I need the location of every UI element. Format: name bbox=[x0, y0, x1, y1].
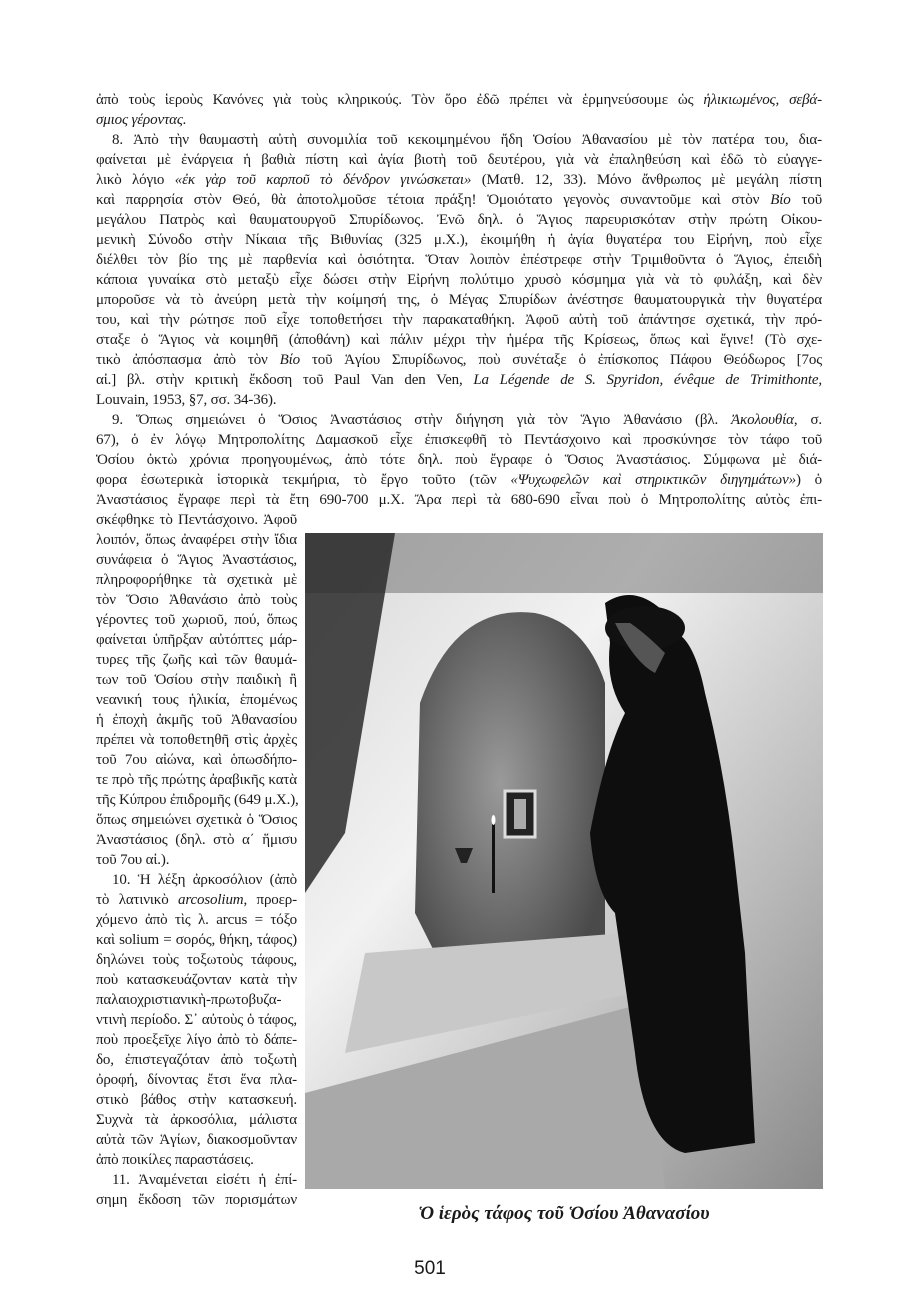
text-span: τοῦ 7ου αἰώνα, καὶ ὁπωσδήπο- bbox=[96, 752, 297, 768]
text-line bbox=[96, 750, 297, 770]
text-line bbox=[96, 510, 297, 530]
text-span: δηλώνει τοὺς τοξωτοὺς τάφους, bbox=[96, 952, 297, 968]
text-line bbox=[96, 290, 822, 310]
text-line bbox=[96, 670, 297, 690]
text-span: φαίνεται ὑπῆρξαν αὐτόπτες μάρ- bbox=[96, 632, 297, 648]
italic-text: ἡλικιωμένος, σεβά- bbox=[703, 92, 822, 108]
text-line bbox=[96, 610, 297, 630]
text-line bbox=[96, 710, 297, 730]
text-span: πρέπει νὰ τοποθετηθῆ στὶς ἀρχὲς bbox=[96, 732, 297, 748]
italic-text: Βίο bbox=[279, 352, 300, 368]
text-span: ἡ ἐποχὴ ἀκμῆς τοῦ Ἀθανασίου bbox=[96, 712, 297, 728]
text-span: 10. Ἡ λέξη ἀρκοσόλιον (ἀπὸ bbox=[112, 872, 297, 888]
text-line bbox=[96, 1170, 297, 1190]
text-span: χόμενο ἀπὸ τὶς λ. arcus = τόξο bbox=[96, 912, 297, 928]
text-line bbox=[96, 470, 822, 490]
text-line bbox=[96, 130, 822, 150]
text-line bbox=[96, 350, 822, 370]
text-span: ποὺ κατασκευάζονταν κατὰ τὴν bbox=[96, 972, 297, 988]
text-line bbox=[96, 430, 822, 450]
text-line bbox=[96, 1030, 297, 1050]
italic-text: «ἐκ γὰρ τοῦ καρποῦ τὸ δένδρον γινώσκεται» bbox=[174, 172, 472, 188]
text-span: λικὸ λόγιο bbox=[96, 172, 175, 188]
text-span: τυρες τῆς ζωῆς καὶ τῶν θαυμά- bbox=[96, 652, 297, 668]
text-span: ὅπως σημειώνει σχετικὰ ὁ Ὅσιος bbox=[96, 812, 297, 828]
text-line bbox=[96, 370, 822, 390]
text-line bbox=[96, 1190, 297, 1210]
italic-text: La Légende de S. Spyridon, évêque de Trimithonte, bbox=[473, 372, 822, 388]
text-span: αἰ.] βλ. στὴν κριτικὴ ἔκδοση τοῦ Paul Van den Ven, bbox=[96, 372, 474, 388]
text-line bbox=[96, 1110, 297, 1130]
text-span: ποὺ προεξεῖχε λίγο ἀπὸ τὸ δάπε- bbox=[96, 1032, 297, 1048]
text-line bbox=[96, 270, 822, 290]
text-span: αὐτὰ τῶν Ἁγίων, διακοσμοῦνταν bbox=[96, 1132, 297, 1148]
text-span: μενικὴ Σύνοδο στὴν Νίκαια τῆς Βιθυνίας (325 μ.Χ.), ἐκοιμήθη ἡ ἁγία θυγατέρα του Εἰρήνη, ποὺ εἶχε bbox=[96, 232, 822, 248]
text-span: τοῦ bbox=[790, 192, 823, 208]
text-span: ὀροφή, δίνοντας ἔτσι ἕνα πλα- bbox=[96, 1072, 297, 1088]
text-line bbox=[96, 1150, 297, 1170]
text-span: καὶ παρρησία στὸν Θεό, θὰ ἀποτολμοῦσε τέτοια πράξη! Ὁμοιότατο γεγονὸς συναντοῦμε καὶ στὸν bbox=[96, 192, 771, 208]
text-span: ἀπὸ ποικίλες παραστάσεις. bbox=[96, 1152, 254, 1168]
text-line bbox=[96, 1050, 297, 1070]
text-span: , σ. bbox=[793, 412, 822, 428]
text-span: ντινὴ περίοδο. Σ᾽ αὐτοὺς ὁ τάφος, bbox=[96, 1012, 297, 1028]
text-span: ἀπὸ τοὺς ἱεροὺς Κανόνες γιὰ τοὺς κληρικούς. Τὸν ὅρο ἐδῶ πρέπει νὰ ἑρμηνεύσουμε ὡς bbox=[96, 92, 704, 108]
text-span: λοιπόν, ὅπως ἀναφέρει στὴν ἴδια bbox=[96, 532, 297, 548]
photo-tomb-of-saint-athanasios bbox=[305, 533, 823, 1189]
text-span: καὶ solium = σορός, θήκη, τάφος) bbox=[96, 932, 297, 948]
text-span: 11. Ἀναμένεται εἰσέτι ἡ ἐπί- bbox=[112, 1172, 297, 1188]
text-span: τὸ λατινικὸ bbox=[96, 892, 179, 908]
text-line bbox=[96, 110, 822, 130]
text-line bbox=[96, 830, 297, 850]
footnotes-full-width bbox=[96, 90, 822, 510]
text-span: φαίνεται μὲ ἐνάργεια ἡ βαθιὰ πίστη καὶ ἁγία βιοτὴ τοῦ δευτέρου, γιὰ νὰ ἐπαληθεύση καὶ ἐδῶ τὸ εὐαγγε- bbox=[96, 152, 822, 168]
text-span: γέροντες τοῦ χωριοῦ, πού, ὅπως bbox=[96, 612, 297, 628]
text-line bbox=[96, 650, 297, 670]
text-line bbox=[96, 730, 297, 750]
text-span: σκέφθηκε τὸ Πεντάσχοινο. Ἀφοῦ bbox=[96, 512, 297, 528]
text-line bbox=[96, 810, 297, 830]
text-span: τοῦ 7ου αἰ.). bbox=[96, 852, 170, 868]
text-span: 8. Ἀπὸ τὴν θαυμαστὴ αὐτὴ συνομιλία τοῦ κεκοιμημένου ἤδη Ὁσίου Ἀθανασίου μὲ τὸν πατέρα του, δια- bbox=[112, 132, 822, 148]
text-line bbox=[96, 950, 297, 970]
text-line bbox=[96, 230, 822, 250]
text-span: νεανική τους ἡλικία, ἑπομένως bbox=[96, 692, 297, 708]
text-line bbox=[96, 530, 297, 550]
text-span: τῆς Κύπρου ἐπιδρομῆς (649 μ.Χ.), bbox=[96, 792, 299, 808]
text-span: φορα ἐσωτερικὰ ἱστορικὰ τεκμήρια, τὸ ἔργο τοῦτο (τῶν bbox=[96, 472, 511, 488]
text-line bbox=[96, 250, 822, 270]
text-line bbox=[96, 410, 822, 430]
text-span: πληροφορήθηκε τὰ σχετικὰ μὲ bbox=[96, 572, 297, 588]
italic-text: Ἀκολουθία bbox=[731, 412, 794, 428]
text-span: , προερ- bbox=[243, 892, 297, 908]
text-line bbox=[96, 450, 822, 470]
text-span: Ὁσίου ὀκτὼ χρόνια προηγουμένως, ἀπὸ τότε δηλ. ποὺ ἔγραφε ὁ Ὅσιος Ἀναστάσιος. Σύμφωνα μὲ διά- bbox=[96, 452, 822, 468]
text-line bbox=[96, 170, 822, 190]
text-line bbox=[96, 1130, 297, 1150]
text-line bbox=[96, 930, 297, 950]
text-line bbox=[96, 330, 822, 350]
text-line bbox=[96, 1090, 297, 1110]
text-span: στικὸ βάθος στὴν κατασκευή. bbox=[96, 1092, 297, 1108]
text-line bbox=[96, 890, 297, 910]
text-line bbox=[96, 150, 822, 170]
text-span: 67), ὁ ἐν λόγῳ Μητροπολίτης Δαμασκοῦ εἶχε ἐπισκεφθῆ τὸ Πεντάσχοινο καὶ προσκύνησε τὸν τάφο τοῦ bbox=[96, 432, 822, 448]
text-line bbox=[96, 910, 297, 930]
text-span: Ἀναστάσιος (δηλ. στὸ α΄ ἥμισυ bbox=[96, 832, 297, 848]
text-span: 9. Ὅπως σημειώνει ὁ Ὅσιος Ἀναστάσιος στὴν διήγηση γιὰ τὸν Ἅγιο Ἀθανάσιο (βλ. bbox=[112, 412, 732, 428]
text-span: ) ὁ bbox=[795, 472, 823, 488]
text-line bbox=[96, 770, 297, 790]
text-span: Louvain, 1953, §7, σσ. 34-36). bbox=[96, 392, 277, 408]
text-span: τε πρὸ τῆς πρώτης ἀραβικῆς κατὰ bbox=[96, 772, 297, 788]
text-line bbox=[96, 1070, 297, 1090]
text-span: τικὸ ἀπόσπασμα ἀπὸ τὸν bbox=[96, 352, 280, 368]
text-line bbox=[96, 630, 297, 650]
text-line bbox=[96, 570, 297, 590]
text-span: παλαιοχριστιανικὴ-πρωτοβυζα- bbox=[96, 992, 282, 1008]
text-span: διέλθει τὸν βίο της μὲ παρθενία καὶ ὁσιότητα. Ὅταν λοιπὸν ἐπέστρεφε στὴν Τριμιθοῦντα ὁ Ἅγιος, ἐπειδὴ bbox=[96, 252, 822, 268]
text-span: δο, ἐπιστεγαζόταν ἀπὸ τοξωτὴ bbox=[96, 1052, 297, 1068]
text-line bbox=[96, 550, 297, 570]
text-span: Ἀναστάσιος ἔγραφε περὶ τὰ ἔτη 690-700 μ.Χ. Ἄρα περὶ τὰ 680-690 εἶναι ποὺ ὁ Μητροπολίτης αὐτὸς ἐπι- bbox=[96, 492, 822, 508]
text-span: Συχνὰ τὰ ἀρκοσόλια, μάλιστα bbox=[96, 1112, 297, 1128]
italic-text: Βίο bbox=[770, 192, 791, 208]
text-line bbox=[96, 1010, 297, 1030]
text-line bbox=[96, 310, 822, 330]
text-span: τοῦ Ἁγίου Σπυρίδωνος, ποὺ συνέταξε ὁ ἐπίσκοπος Πάφου Θεόδωρος [7ος bbox=[299, 352, 822, 368]
text-line bbox=[96, 90, 822, 110]
text-line bbox=[96, 790, 297, 810]
text-line bbox=[96, 850, 297, 870]
text-line bbox=[96, 690, 297, 710]
text-span: μποροῦσε νὰ τὸ ἀνεύρη μετὰ τὴν κοίμησή της, ὁ Μέγας Σπυρίδων ἀνέστησε θαυματουργικὰ τὴν θυγατέρα bbox=[96, 292, 822, 308]
text-line bbox=[96, 210, 822, 230]
text-span: μεγάλου Πατρὸς καὶ θαυματουργοῦ Σπυρίδωνος. Ἐνῶ δηλ. ὁ Ἅγιος παρευρισκόταν στὴν πρώτη Οἰκου- bbox=[96, 212, 822, 228]
text-span: (Ματθ. 12, 33). Μόνο ἄνθρωπος μὲ μεγάλη πίστη bbox=[471, 172, 822, 188]
text-line bbox=[96, 970, 297, 990]
text-line bbox=[96, 490, 822, 510]
text-line bbox=[96, 990, 297, 1010]
text-span: συνάφεια ὁ Ἅγιος Ἀναστάσιος, bbox=[96, 552, 297, 568]
text-span: τὸν Ὅσιο Ἀθανάσιο ἀπὸ τοὺς bbox=[96, 592, 297, 608]
italic-text: «Ψυχωφελῶν καὶ στηρικτικῶν διηγημάτων» bbox=[510, 472, 796, 488]
text-line bbox=[96, 590, 297, 610]
text-span: των τοῦ Ὁσίου στὴν παιδικὴ ἢ bbox=[96, 672, 297, 688]
italic-text: arcosolium bbox=[178, 892, 244, 908]
text-span: σταξε ὁ Ἅγιος νὰ κοιμηθῆ (ἀποθάνη) καὶ πάλιν μέχρι τὴν ἡμέρα τῆς Κρίσεως, ὅπως καὶ ἔγινε! (Τὸ σχε- bbox=[96, 332, 822, 348]
footnotes-left-column bbox=[96, 510, 297, 1210]
text-line bbox=[96, 390, 822, 410]
page-number: 501 bbox=[414, 1258, 446, 1279]
italic-text: σμιος γέροντας. bbox=[96, 112, 187, 128]
text-span: του, καὶ τὴν ρώτησε ποῦ εἶχε τοποθετήσει τὴν παρακαταθήκη. Ἀφοῦ αὐτὴ τοῦ ἀπάντησε σχετικά, τὴν πρό- bbox=[96, 312, 822, 328]
text-line bbox=[96, 870, 297, 890]
figure-caption: Ὁ ἱερὸς τάφος τοῦ Ὁσίου Ἀθανασίου bbox=[418, 1203, 710, 1224]
text-span: κάποια γυναίκα στὸ μεταξὺ εἶχε δώσει στὴν Εἰρήνη πολύτιμο χρυσὸ κόσμημα γιὰ νὰ τὸ φυλάξη, καὶ δὲν bbox=[96, 272, 822, 288]
text-line bbox=[96, 190, 822, 210]
text-span: σημη ἔκδοση τῶν πορισμάτων bbox=[96, 1192, 297, 1208]
